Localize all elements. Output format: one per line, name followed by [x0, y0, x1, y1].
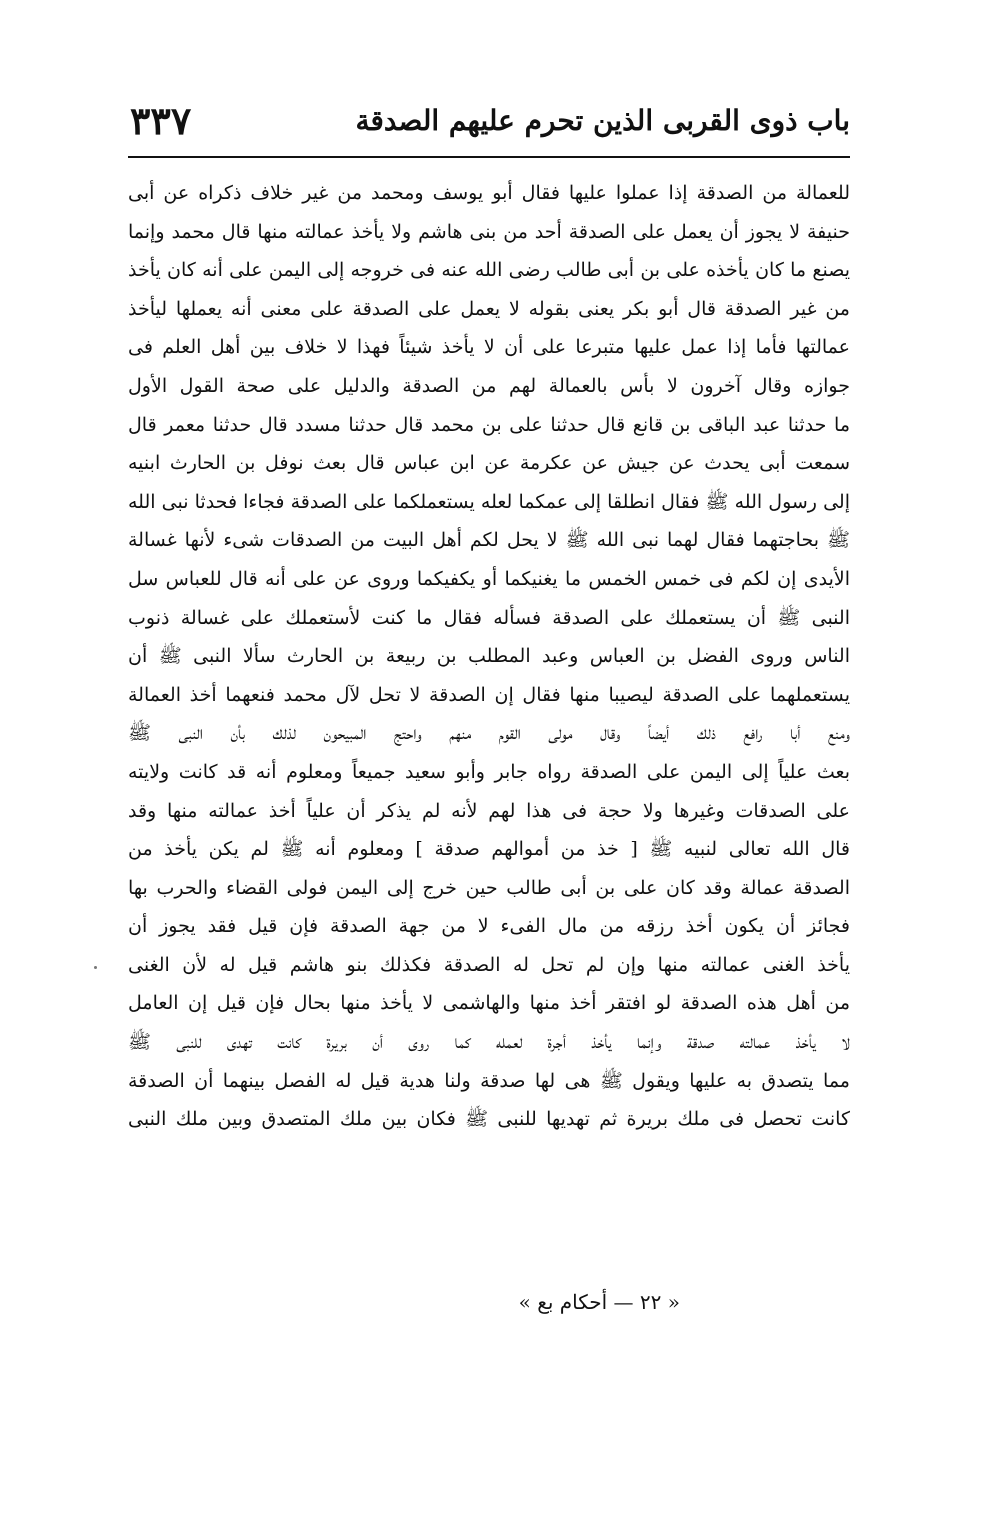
text-line: الصدقة عمالة وقد كان على بن أبى طالب حين خرج إلى اليمن فولى القضاء والحرب بها: [128, 876, 850, 899]
text-line: يصنع ما كان يأخذه على بن أبى طالب رضى الله عنه فى خروجه إلى اليمن على أنه كان يأخذ: [128, 259, 850, 282]
text-line: الأيدى إن لكم فى خمس الخمس ما يغنيكما أو يكفيكما وروى عن على أنه قال للعباس سل: [128, 567, 850, 590]
page-number: ٣٣٧: [130, 98, 192, 143]
text-line: يأخذ الغنى عمالته منها وإن لم تحل له الصدقة فكذلك بنو هاشم قيل له لأن الغنى: [128, 953, 850, 976]
text-line: بعث علياً إلى اليمن على الصدقة رواه جابر وأبو سعيد جميعاً ومعلوم أنه قد كانت ولايته: [128, 760, 850, 783]
text-line: ومنع أبا رافع ذلك أيضاً وقال مولى القوم منهم واحتج المبيحون لذلك بأن النبى ﷺ: [128, 722, 850, 745]
text-line: الناس وروى الفضل بن العباس وعبد المطلب بن ربيعة بن الحارث سألا النبى ﷺ أن: [128, 645, 850, 668]
body-text: [128, 174, 850, 1139]
text-line: يستعملهما على الصدقة ليصيبا منها فقال إن الصدقة لا تحل لآل محمد فنعهما أخذ العمالة: [128, 683, 850, 706]
text-line: إلى رسول الله ﷺ فقال انطلقا إلى عمكما لعله يستعملكما على الصدقة فجاءا فحدثا نبى الله: [128, 490, 850, 513]
text-line: من أهل هذه الصدقة لو افتقر أخذ منها والهاشمى لا يأخذ منها بحال فإن قيل إن العامل: [128, 992, 850, 1015]
running-title: باب ذوى القربى الذين تحرم عليهم الصدقة: [355, 104, 850, 137]
text-line: لا يأخذ عمالته صدقة وإنما يأخذ أجرة لعمله كما روى أن بريرة كانت تهدى للنبى ﷺ: [128, 1031, 850, 1054]
scan-speck: [94, 966, 97, 969]
text-line: فجائز أن يكون أخذ رزقه من مال الفىء لا من جهة الصدقة فإن قيل فقد يجوز أن: [128, 915, 850, 938]
text-line: حنيفة لا يجوز أن يعمل على الصدقة أحد من بنى هاشم ولا يأخذ عمالته منها قال محمد وإنما: [128, 220, 850, 243]
text-line: ﷺ بحاجتهما فقال لهما نبى الله ﷺ لا يحل لكم أهل البيت من الصدقات شىء لأنها غسالة: [128, 529, 850, 552]
printer-signature: « ٢٢ — أحكام بع »: [518, 1290, 680, 1314]
text-line: سمعت أبى يحدث عن جيش عن عكرمة عن ابن عباس قال بعث نوفل بن الحارث ابنيه: [128, 452, 850, 475]
page-header: [128, 98, 850, 156]
header-rule: [128, 156, 850, 158]
text-line: جوازه وقال آخرون لا بأس بالعمالة لهم من الصدقة والدليل على صحة القول الأول: [128, 374, 850, 397]
text-line: عمالتها فأما إذا عمل عليها متبرعا على أن لا يأخذ شيئاً فهذا لا خلاف بين أهل العلم فى: [128, 336, 850, 359]
text-line: قال الله تعالى لنبيه ﷺ [ خذ من أموالهم صدقة ] ومعلوم أنه ﷺ لم يكن يأخذ من: [128, 838, 850, 861]
text-line: للعمالة من الصدقة إذا عملوا عليها فقال أبو يوسف ومحمد من غير خلاف ذكراه عن أبى: [128, 182, 850, 204]
text-line: النبى ﷺ أن يستعملك على الصدقة فسأله فقال ما كنت لأستعملك على غسالة ذنوب: [128, 606, 850, 629]
text-line: كانت تحصل فى ملك بريرة ثم تهديها للنبى ﷺ فكان بين ملك المتصدق وبين ملك النبى: [128, 1108, 850, 1131]
text-line: على الصدقات وغيرها ولا حجة فى هذا لهم لأنه لم يذكر أن علياً أخذ عمالته منها وقد: [128, 799, 850, 822]
text-line: ما حدثنا عبد الباقى بن قانع قال حدثنا على بن محمد قال حدثنا مسدد قال حدثنا معمر قال: [128, 413, 850, 436]
text-line: من غير الصدقة قال أبو بكر يعنى بقوله لا يعمل على الصدقة على معنى أنه يعملها ليأخذ: [128, 297, 850, 320]
text-line: مما يتصدق به عليها ويقول ﷺ هى لها صدقة ولنا هدية قيل له الفصل بينهما أن الصدقة: [128, 1069, 850, 1092]
